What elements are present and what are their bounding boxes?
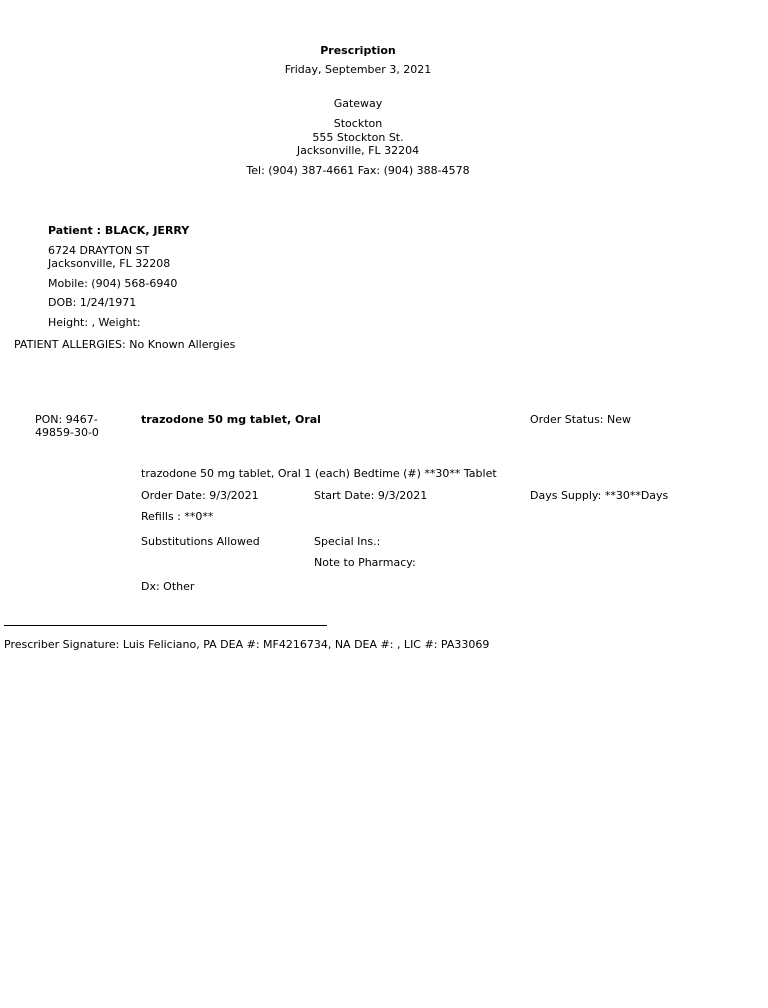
- patient-name: Patient : BLACK, JERRY: [48, 224, 190, 237]
- patient-city: Jacksonville, FL 32208: [48, 257, 171, 270]
- prescriber-signature: Prescriber Signature: Luis Feliciano, PA DEA #: MF4216734, NA DEA #: , LIC #: PA33069: [4, 638, 490, 651]
- order-diagnosis: Dx: Other: [141, 580, 195, 593]
- patient-dob: DOB: 1/24/1971: [48, 296, 137, 309]
- patient-height-weight: Height: , Weight:: [48, 316, 141, 329]
- patient-street: 6724 DRAYTON ST: [48, 244, 150, 257]
- order-pon-line2: 49859-30-0: [35, 426, 99, 439]
- order-status: Order Status: New: [530, 413, 632, 426]
- order-start-date: Start Date: 9/3/2021: [314, 489, 428, 502]
- order-special-instructions: Special Ins.:: [314, 535, 381, 548]
- patient-allergies: PATIENT ALLERGIES: No Known Allergies: [14, 338, 236, 351]
- clinic-name: Gateway: [333, 97, 383, 110]
- order-date: Order Date: 9/3/2021: [141, 489, 259, 502]
- document-title: Prescription: [320, 44, 396, 57]
- order-days-supply: Days Supply: **30**Days: [530, 489, 669, 502]
- signature-line: [4, 625, 327, 626]
- order-pon-line1: PON: 9467-: [35, 413, 98, 426]
- order-drug-name: trazodone 50 mg tablet, Oral: [141, 413, 321, 426]
- order-note-to-pharmacy: Note to Pharmacy:: [314, 556, 416, 569]
- document-date: Friday, September 3, 2021: [284, 63, 432, 76]
- patient-mobile: Mobile: (904) 568-6940: [48, 277, 178, 290]
- order-substitutions: Substitutions Allowed: [141, 535, 260, 548]
- clinic-phone-fax: Tel: (904) 387-4661 Fax: (904) 388-4578: [246, 164, 470, 177]
- order-sig: trazodone 50 mg tablet, Oral 1 (each) Bedtime (#) **30** Tablet: [141, 467, 497, 480]
- clinic-street: 555 Stockton St.: [312, 131, 404, 144]
- clinic-city: Jacksonville, FL 32204: [296, 144, 420, 157]
- order-refills: Refills : **0**: [141, 510, 214, 523]
- clinic-location: Stockton: [333, 117, 383, 130]
